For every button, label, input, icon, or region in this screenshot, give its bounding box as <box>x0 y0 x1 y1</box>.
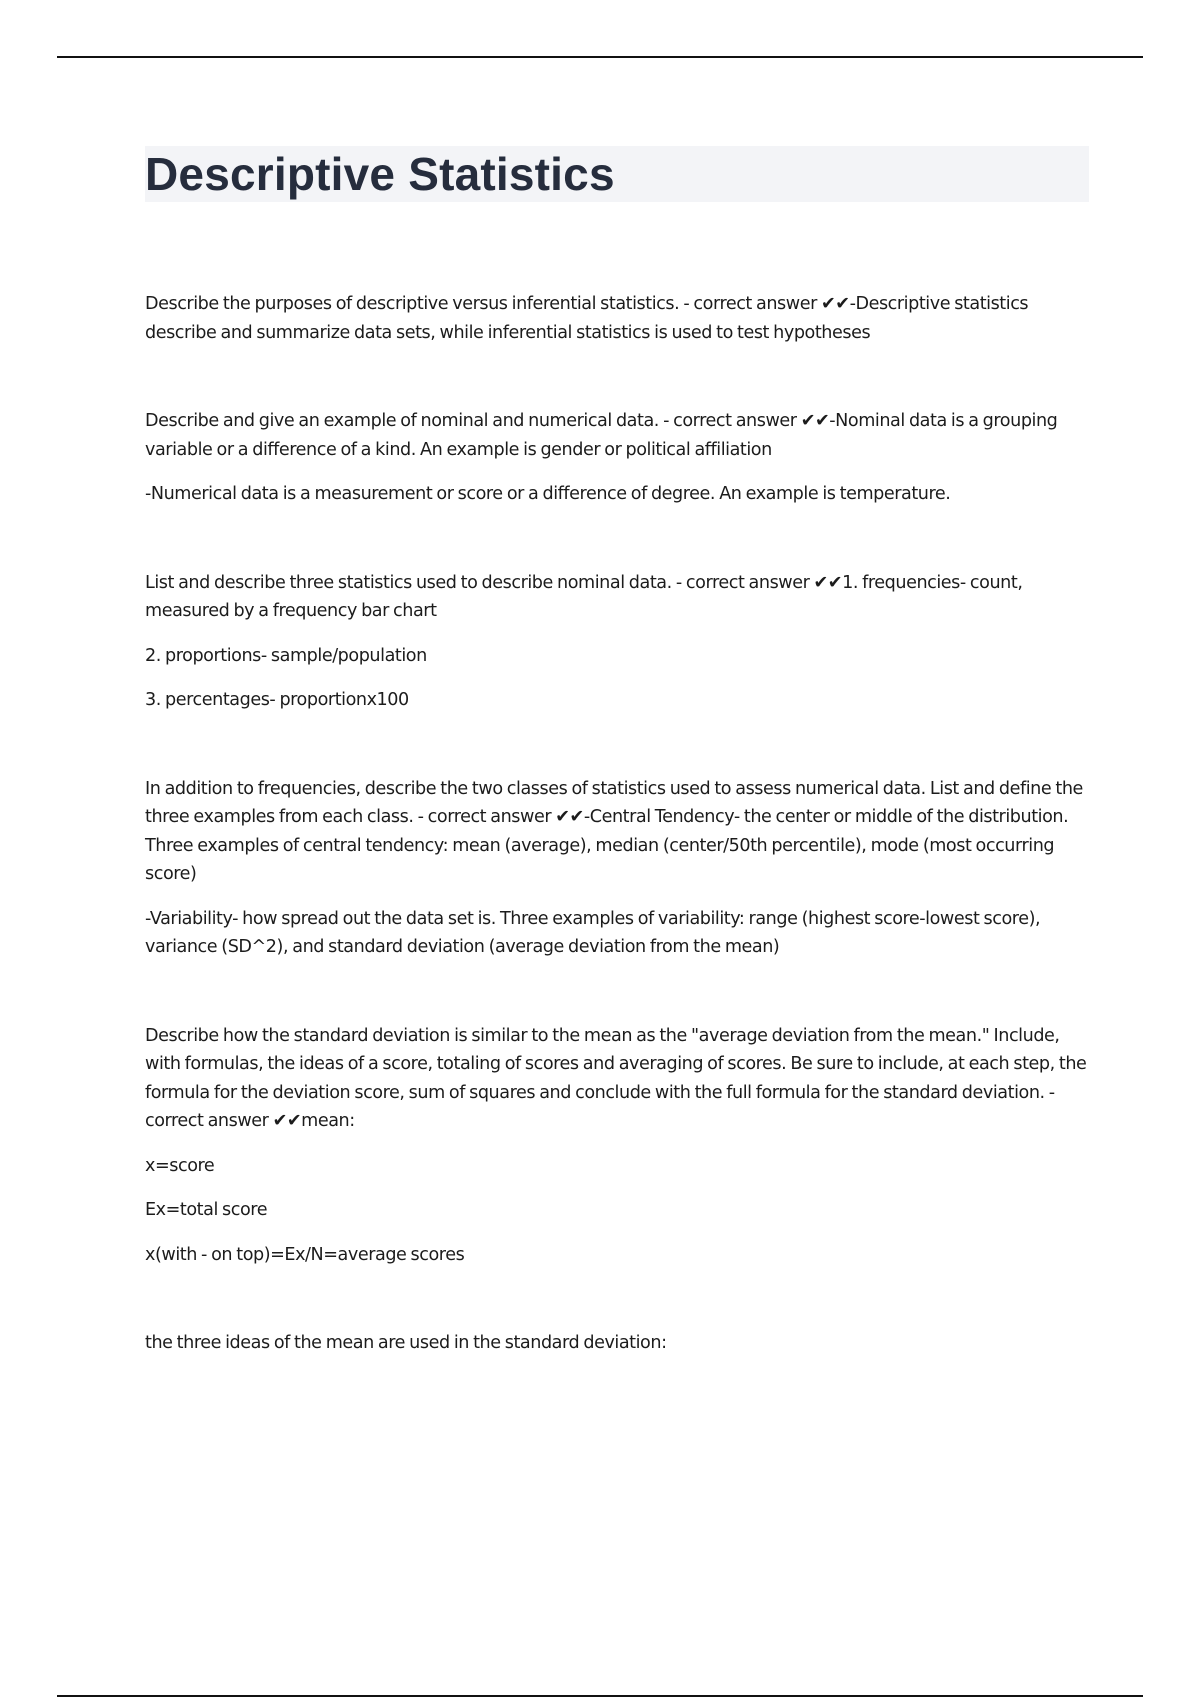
paragraph: In addition to frequencies, describe the two classes of statistics used to assess numerical data. List and define the three examples from each class. - correct answer ✔✔-Central Tendency- the center or middle of the distribution. Three examples of central tendency: mean (average), median (center/50th percentile), mode (most occurring score) <box>145 778 1083 884</box>
paragraph: -Numerical data is a measurement or score or a difference of degree. An example is temperature. <box>145 484 951 504</box>
document-body <box>145 290 1095 1418</box>
page-title: Descriptive Statistics <box>145 148 615 200</box>
qa-block-numerical-classes <box>145 775 1095 962</box>
paragraph: Describe and give an example of nominal and numerical data. - correct answer ✔✔-Nominal data is a grouping variable or a difference of a kind. An example is gender or political affiliation <box>145 411 1058 460</box>
qa-block-standard-deviation <box>145 1022 1095 1270</box>
paragraph: 3. percentages- proportionx100 <box>145 690 409 710</box>
paragraph: Describe the purposes of descriptive versus inferential statistics. - correct answer ✔✔-Descriptive statistics describe and summarize data sets, while inferential statistics is used to test hypotheses <box>145 294 1029 343</box>
paragraph: -Variability- how spread out the data set is. Three examples of variability: range (highest score-lowest score), variance (SD^2), and standard deviation (average deviation from the mean) <box>145 908 1041 957</box>
paragraph: the three ideas of the mean are used in the standard deviation: <box>145 1333 667 1353</box>
qa-block-mean-ideas <box>145 1329 1095 1358</box>
paragraph: x(with - on top)=Ex/N=average scores <box>145 1244 465 1265</box>
qa-block-descriptive-vs-inferential <box>145 290 1095 347</box>
qa-block-nominal-statistics <box>145 569 1095 715</box>
paragraph: List and describe three statistics used to describe nominal data. - correct answer ✔✔1. frequencies- count, measured by a frequency bar chart <box>145 572 1023 621</box>
qa-block-nominal-numerical <box>145 407 1095 509</box>
paragraph: 2. proportions- sample/population <box>145 645 427 666</box>
top-rule <box>57 56 1143 58</box>
bottom-rule <box>57 1695 1143 1697</box>
paragraph: x=score <box>145 1155 215 1176</box>
paragraph: Describe how the standard deviation is similar to the mean as the "average deviation from the mean." Include, with formulas, the ideas of a score, totaling of scores and averaging of scores. Be sure to include, at each step, the formula for the deviation score, sum of squares and conclude with the full formula for the standard deviation. - correct answer ✔✔mean: <box>145 1025 1087 1131</box>
paragraph: Ex=total score <box>145 1200 268 1220</box>
